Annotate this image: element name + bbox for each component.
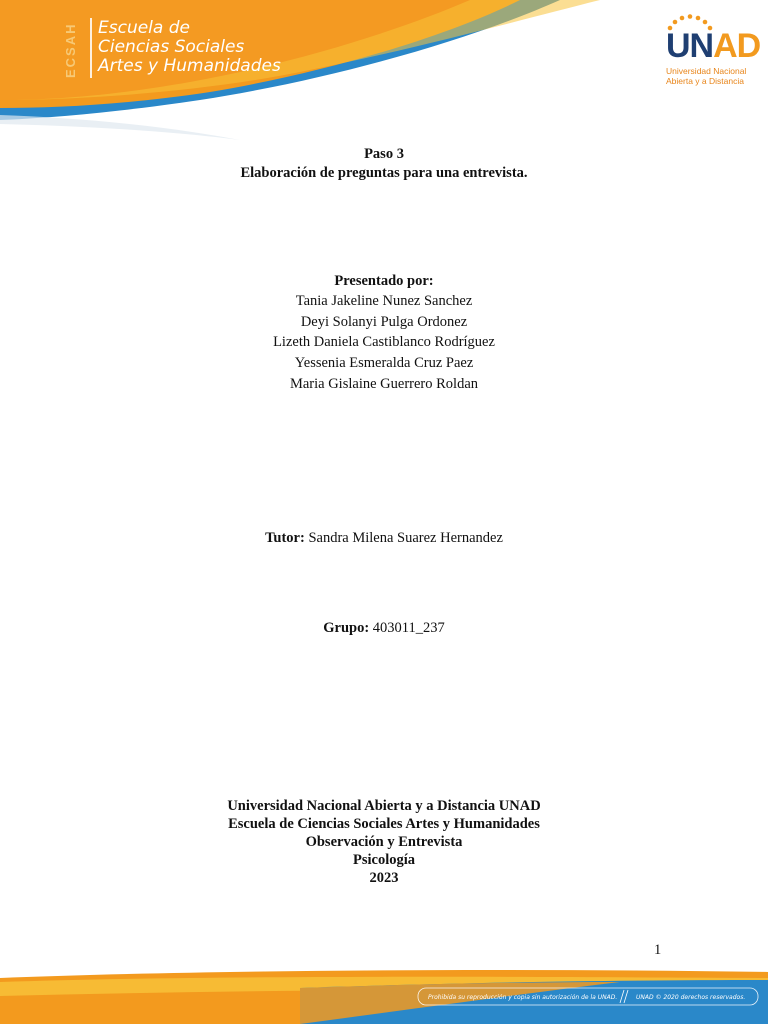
school-name-line-3: Artes y Humanidades xyxy=(98,56,281,76)
tutor-line xyxy=(0,528,768,548)
school-name-line-1: Escuela de xyxy=(98,18,190,38)
page-number: 1 xyxy=(654,942,662,958)
year: 2023 xyxy=(369,870,399,886)
unad-subtitle-line-2: Abierta y a Distancia xyxy=(666,76,744,86)
unad-logo xyxy=(660,14,761,89)
document-subtitle: Elaboración de preguntas para una entrevista. xyxy=(240,165,528,181)
author-name: Tania Jakeline Nunez Sanchez xyxy=(295,293,473,309)
group-line xyxy=(0,618,768,638)
unad-wordmark-main: UN xyxy=(666,27,714,65)
footer-notice-right: UNAD © 2020 derechos reservados. xyxy=(636,994,746,1001)
author-name: Lizeth Daniela Castiblanco Rodríguez xyxy=(273,334,495,350)
unad-wordmark-accent: AD xyxy=(713,27,761,65)
author-name: Deyi Solanyi Pulga Ordonez xyxy=(300,314,468,330)
unad-wordmark xyxy=(666,28,760,64)
group-value: 403011_237 xyxy=(372,620,445,636)
university-name: Universidad Nacional Abierta y a Distancia UNAD xyxy=(227,798,541,814)
tutor-label: Tutor: xyxy=(265,530,305,546)
course-name: Observación y Entrevista xyxy=(305,834,463,850)
school-full-name: Escuela de Ciencias Sociales Artes y Humanidades xyxy=(228,816,540,832)
school-name-line-2: Ciencias Sociales xyxy=(98,37,245,57)
header-banner xyxy=(0,0,768,150)
footer-notice-left: Prohibida su reproducción y copia sin autorización de la UNAD. xyxy=(428,994,618,1001)
authors-heading: Presentado por: xyxy=(334,273,434,289)
footer-banner xyxy=(0,968,768,1024)
group-label: Grupo: xyxy=(323,620,370,636)
author-name: Yessenia Esmeralda Cruz Paez xyxy=(294,355,474,371)
author-name: Maria Gislaine Guerrero Roldan xyxy=(289,376,479,392)
step-title: Paso 3 xyxy=(364,146,404,162)
program-name: Psicología xyxy=(352,852,416,868)
tutor-name: Sandra Milena Suarez Hernandez xyxy=(308,530,503,546)
unad-subtitle-line-1: Universidad Nacional xyxy=(666,66,747,76)
school-acronym: ECSAH xyxy=(63,22,78,78)
logo-divider xyxy=(90,18,92,78)
